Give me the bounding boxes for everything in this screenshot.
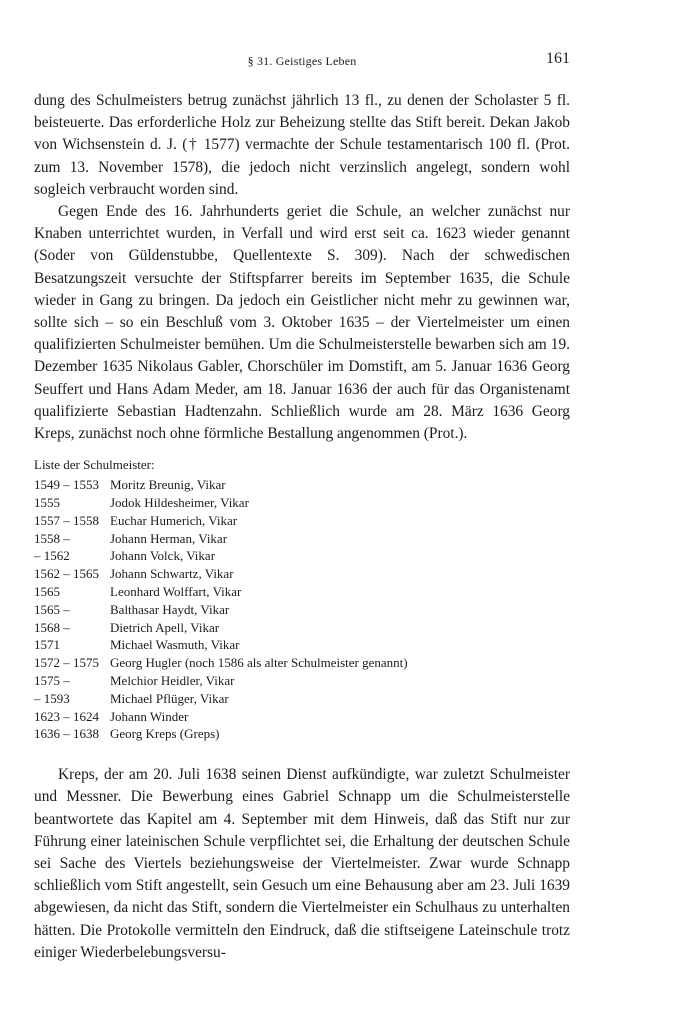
list-item bbox=[34, 512, 570, 530]
list-item bbox=[34, 494, 570, 512]
list-item-person: Dietrich Apell, Vikar bbox=[110, 619, 220, 635]
list-heading: Liste der Schulmeister: bbox=[34, 457, 155, 473]
list-item bbox=[34, 583, 570, 601]
list-item-person: Johann Volck, Vikar bbox=[110, 548, 216, 564]
list-item-person: Jodok Hildesheimer, Vikar bbox=[110, 495, 249, 511]
list-item bbox=[34, 601, 570, 619]
page-number: 161 bbox=[546, 50, 570, 67]
list-item-person: Michael Wasmuth, Vikar bbox=[110, 637, 240, 653]
list-item bbox=[34, 619, 570, 637]
list-item-person: Balthasar Haydt, Vikar bbox=[110, 601, 230, 617]
list-item-person: Johann Winder bbox=[110, 708, 189, 724]
list-item-years: 1623 – 1624 bbox=[34, 708, 99, 724]
list-item-person: Johann Herman, Vikar bbox=[110, 530, 228, 546]
list-item-years: 1565 bbox=[34, 584, 60, 600]
list-item-years: – 1562 bbox=[34, 548, 70, 564]
list-item-person: Melchior Heidler, Vikar bbox=[110, 673, 235, 689]
text-block bbox=[34, 90, 570, 964]
list-item bbox=[34, 725, 570, 743]
list-item bbox=[34, 476, 570, 494]
schoolmaster-list bbox=[34, 476, 570, 743]
list-item-years: 1555 bbox=[34, 495, 60, 511]
list-item bbox=[34, 654, 570, 672]
list-item-years: 1572 – 1575 bbox=[34, 655, 99, 671]
list-item bbox=[34, 547, 570, 565]
list-item bbox=[34, 636, 570, 654]
list-item-years: 1549 – 1553 bbox=[34, 477, 99, 493]
list-item bbox=[34, 565, 570, 583]
list-item bbox=[34, 530, 570, 548]
list-item-years: – 1593 bbox=[34, 690, 70, 706]
list-item bbox=[34, 672, 570, 690]
paragraph-continued: dung des Schulmeisters betrug zunächst jährlich 13 fl., zu denen der Scholaster 5 fl. beisteuerte. Das erforderliche Holz zur Beheizung stellte das Stift bereit. Dekan Jakob von Wichsenstein d. J. († 1577) vermachte der Schule testamentarisch 100 fl. (Prot. zum 13. November 1578), die jedoch nicht verzinslich angelegt, sondern wohl sogleich verbraucht worden sind. bbox=[34, 92, 570, 198]
list-item-person: Georg Hugler (noch 1586 als alter Schulmeister genannt) bbox=[110, 655, 408, 671]
paragraph-school-decline: Gegen Ende des 16. Jahrhunderts geriet die Schule, an welcher zunächst nur Knaben unterrichtet wurden, in Verfall und wird erst seit ca. 1623 wieder genannt (Soder von Güldenstubbe, Quellentexte S. 309). Nach der schwedischen Besatzungszeit versuchte der Stiftspfarrer bereits im September 1635, die Schule wieder in Gang zu bringen. Da jedoch ein Geistlicher nicht mehr zu gewinnen war, sollte sich – so ein Beschluß vom 3. Oktober 1635 – der Viertelmeister um einen qualifizierten Schulmeister bemühen. Um die Schulmeisterstelle bewarben sich am 19. Dezember 1635 Nikolaus Gabler, Chorschüler im Domstift, am 5. Januar 1636 Georg Seuffert und Hans Adam Meder, am 18. Januar 1636 der auch für das Organistenamt qualifizierte Sebastian Hadtenzahn. Schließlich wurde am 28. März 1636 Georg Kreps, zunächst noch ohne förmliche Bestallung angenommen (Prot.). bbox=[34, 203, 570, 443]
list-item-person: Euchar Humerich, Vikar bbox=[110, 512, 238, 528]
list-item-years: 1557 – 1558 bbox=[34, 512, 99, 528]
list-item-person: Moritz Breunig, Vikar bbox=[110, 477, 226, 493]
list-item-person: Michael Pflüger, Vikar bbox=[110, 690, 229, 706]
running-title: § 31. Geistiges Leben bbox=[247, 54, 357, 68]
list-item-years: 1568 – bbox=[34, 619, 70, 635]
list-item-years: 1575 – bbox=[34, 673, 70, 689]
list-item-person: Leonhard Wolffart, Vikar bbox=[110, 584, 242, 600]
list-item bbox=[34, 708, 570, 726]
list-item-years: 1562 – 1565 bbox=[34, 566, 99, 582]
page-header bbox=[34, 50, 570, 74]
list-item bbox=[34, 690, 570, 708]
list-item-years: 1571 bbox=[34, 637, 60, 653]
list-item-years: 1558 – bbox=[34, 530, 70, 546]
list-item-years: 1565 – bbox=[34, 601, 70, 617]
list-item-person: Johann Schwartz, Vikar bbox=[110, 566, 234, 582]
list-item-person: Georg Kreps (Greps) bbox=[110, 726, 220, 742]
list-item-years: 1636 – 1638 bbox=[34, 726, 99, 742]
paragraph-kreps: Kreps, der am 20. Juli 1638 seinen Dienst aufkündigte, war zuletzt Schulmeister und Messner. Die Bewerbung eines Gabriel Schnapp um die Schulmeisterstelle beantwortete das Kapitel am 4. September mit dem Hinweis, daß das Stift nur zur Führung einer lateinischen Schule verpflichtet sei, die Erhaltung der deutschen Schule sei Sache des Viertels beziehungsweise der Viertelmeister. Zwar wurde Schnapp schließlich vom Stift angestellt, sein Gesuch um eine Behausung aber am 23. Juli 1639 abgewiesen, da nicht das Stift, sondern die Viertelmeister ein Schulhaus zu unterhalten hätten. Die Protokolle vermitteln den Eindruck, daß die stiftseigene Lateinschule trotz einiger Wiederbelebungsversu- bbox=[34, 766, 570, 961]
